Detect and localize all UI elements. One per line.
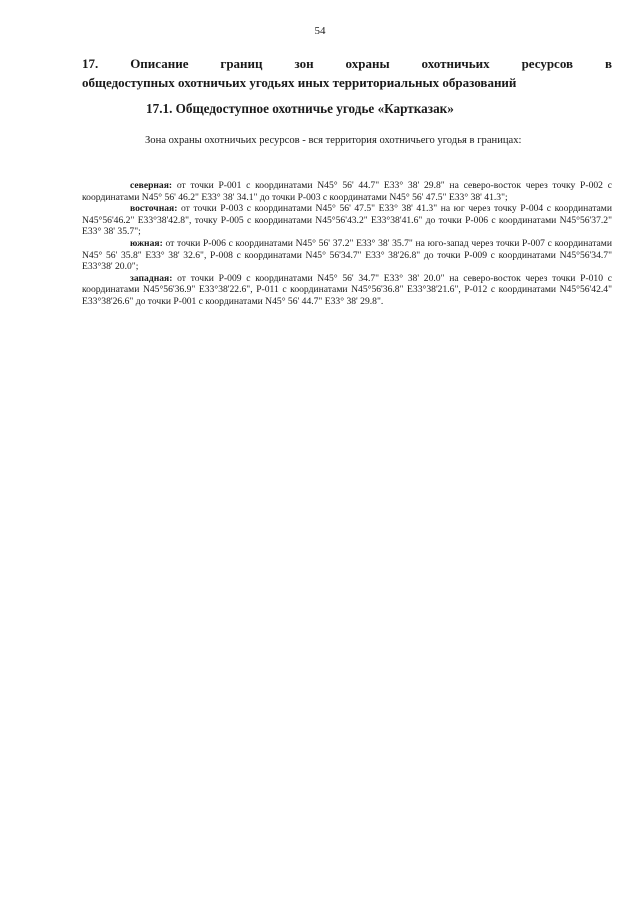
boundary-list bbox=[82, 180, 612, 308]
boundary-text: от точки Р-003 с координатами N45° 56' 47.5" E33° 38' 41.3" на юг через точку Р-004 с координатами N45°56'46.2" E33°38'42.8", точку Р-005 с координатами N45°56'43.2" E33°38'41.6" до точки Р-006 с координатами N45°56'37.2" E33° 38' 35.7"; bbox=[82, 203, 612, 238]
boundary-east bbox=[82, 203, 612, 238]
boundary-direction: западная: bbox=[130, 272, 173, 284]
page-number: 54 bbox=[314, 25, 326, 37]
boundary-direction: северная: bbox=[130, 180, 173, 191]
section-heading-line1: 17. Описание границ зон охраны охотничьих ресурсов в bbox=[82, 56, 612, 71]
intro-paragraph: Зона охраны охотничьих ресурсов - вся территория охотничьего угодья в границах: bbox=[145, 135, 522, 146]
section-heading bbox=[82, 54, 612, 92]
section-heading-line2: общедоступных охотничьих угодьях иных территориальных образований bbox=[82, 75, 517, 90]
boundary-south bbox=[82, 238, 612, 273]
boundary-west bbox=[82, 273, 612, 308]
subsection-heading: 17.1. Общедоступное охотничье угодье «Картказак» bbox=[146, 101, 454, 116]
boundary-text: от точки Р-001 с координатами N45° 56' 44.7" E33° 38' 29.8" на северо-восток через точку Р-002 с координатами N45° 56' 46.2" E33° 38' 34.1" до точки Р-003 с координатами N45° 56' 47.5" E33° 38' 41.3"; bbox=[82, 180, 612, 203]
boundary-text: от точки Р-006 с координатами N45° 56' 37.2" E33° 38' 35.7" на юго-запад через точки Р-007 с координатами N45° 56' 35.8" E33° 38' 32.6", Р-008 с координатами N45° 56'34.7" E33° 38'26.8" до точки Р-009 с координатами N45°56'34.7" E33°38' 20.0"; bbox=[82, 237, 612, 273]
boundary-direction: южная: bbox=[130, 237, 163, 249]
boundary-direction: восточная: bbox=[130, 203, 178, 215]
boundary-north bbox=[82, 180, 612, 203]
boundary-text: от точки Р-009 с координатами N45° 56' 34.7" E33° 38' 20.0" на северо-восток через точки Р-010 с координатами N45°56'36.9" E33°38'22.6", Р-011 с координатами N45°56'36.8" E33°38'21.6", Р-012 с координатами N45°56'42.4" E33°38'26.6" до точки Р-001 с координатами N45° 56' 44.7" E33° 38' 29.8". bbox=[82, 272, 612, 307]
